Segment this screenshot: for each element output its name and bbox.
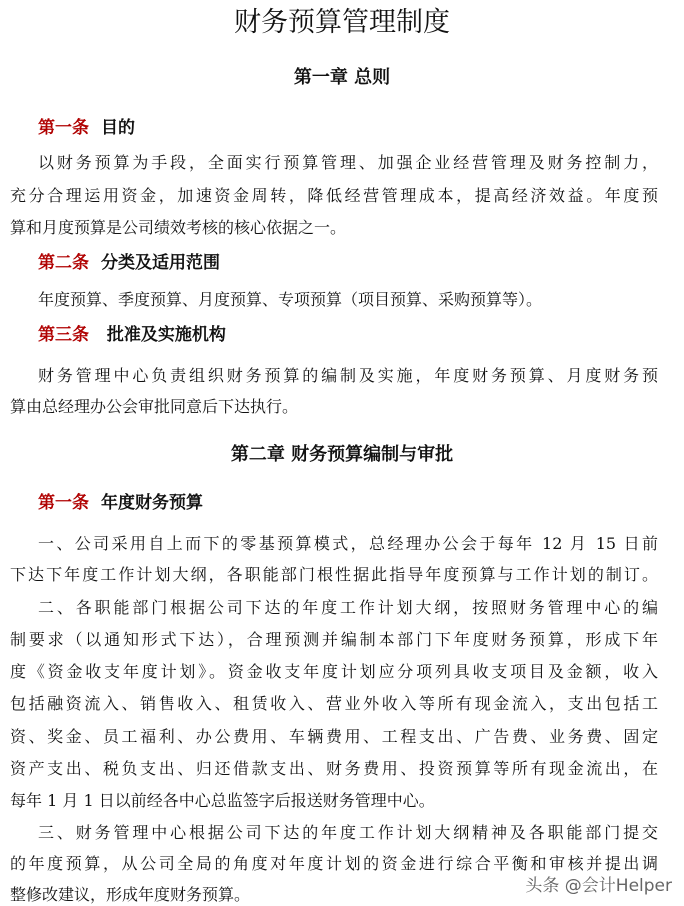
article-number: 第一条	[38, 118, 89, 138]
paragraph-line: 充分合理运用资金，加速资金周转，降低经营管理成本，提高经济效益。年度预	[10, 186, 658, 205]
article-1-heading	[38, 492, 203, 514]
document-title: 财务预算管理制度	[234, 7, 450, 38]
chapter-1-heading: 第一章 总则	[293, 67, 391, 88]
paragraph-line: 资产支出、税负支出、归还借款支出、财务费用、投资预算等所有现金流出，在	[10, 759, 658, 778]
article-title: 年度财务预算	[101, 493, 203, 513]
paragraph-line: 一、公司采用自上而下的零基预算模式，总经理办公会于每年 12 月 15 日前	[38, 534, 658, 553]
article-number: 第二条	[38, 253, 89, 273]
paragraph-line: 年度预算、季度预算、月度预算、专项预算（项目预算、采购预算等）。	[38, 290, 543, 309]
paragraph-line: 三、财务管理中心根据公司下达的年度工作计划大纲精神及各职能部门提交	[38, 823, 658, 842]
paragraph-line: 度《资金收支年度计划》。资金收支年度计划应分项列具收支项目及金额，收入	[10, 662, 658, 681]
paragraph-line: 算和月度预算是公司绩效考核的核心依据之一。	[10, 218, 347, 237]
article-title: 目的	[101, 118, 135, 138]
article-title: 批准及实施机构	[101, 325, 226, 345]
paragraph-line: 财务管理中心负责组织财务预算的编制及实施，年度财务预算、月度财务预	[38, 366, 658, 385]
chapter-2-heading: 第二章 财务预算编制与审批	[230, 444, 454, 465]
paragraph-line: 每年 1 月 1 日以前经各中心总监签字后报送财务管理中心。	[10, 791, 435, 810]
paragraph-line: 制要求（以通知形式下达），合理预测并编制本部门下年度财务预算，形成下年	[10, 630, 658, 649]
article-number: 第一条	[38, 493, 89, 513]
article-title: 分类及适用范围	[101, 253, 220, 273]
paragraph-line: 资、奖金、员工福利、办公费用、车辆费用、工程支出、广告费、业务费、固定	[10, 727, 658, 746]
article-number: 第三条	[38, 325, 89, 345]
article-3-heading	[38, 324, 226, 346]
article-2-heading	[38, 252, 220, 274]
paragraph-line: 包括融资流入、销售收入、租赁收入、营业外收入等所有现金流入，支出包括工	[10, 694, 658, 713]
paragraph-line: 二、各职能部门根据公司下达的年度工作计划大纲，按照财务管理中心的编	[38, 598, 658, 617]
paragraph-line: 以财务预算为手段，全面实行预算管理、加强企业经营管理及财务控制力，	[38, 153, 658, 172]
paragraph-line: 的年度预算，从公司全局的角度对年度计划的资金进行综合平衡和审核并提出调	[10, 854, 658, 873]
paragraph-line: 下达下年度工作计划大纲，各职能部门根性据此指导年度预算与工作计划的制订。	[10, 565, 658, 584]
paragraph-line: 算由总经理办公会审批同意后下达执行。	[10, 397, 299, 416]
article-1-heading	[38, 117, 135, 139]
paragraph-line: 整修改建议，形成年度财务预算。	[10, 885, 251, 904]
watermark: 头条 @会计Helper	[525, 876, 672, 896]
